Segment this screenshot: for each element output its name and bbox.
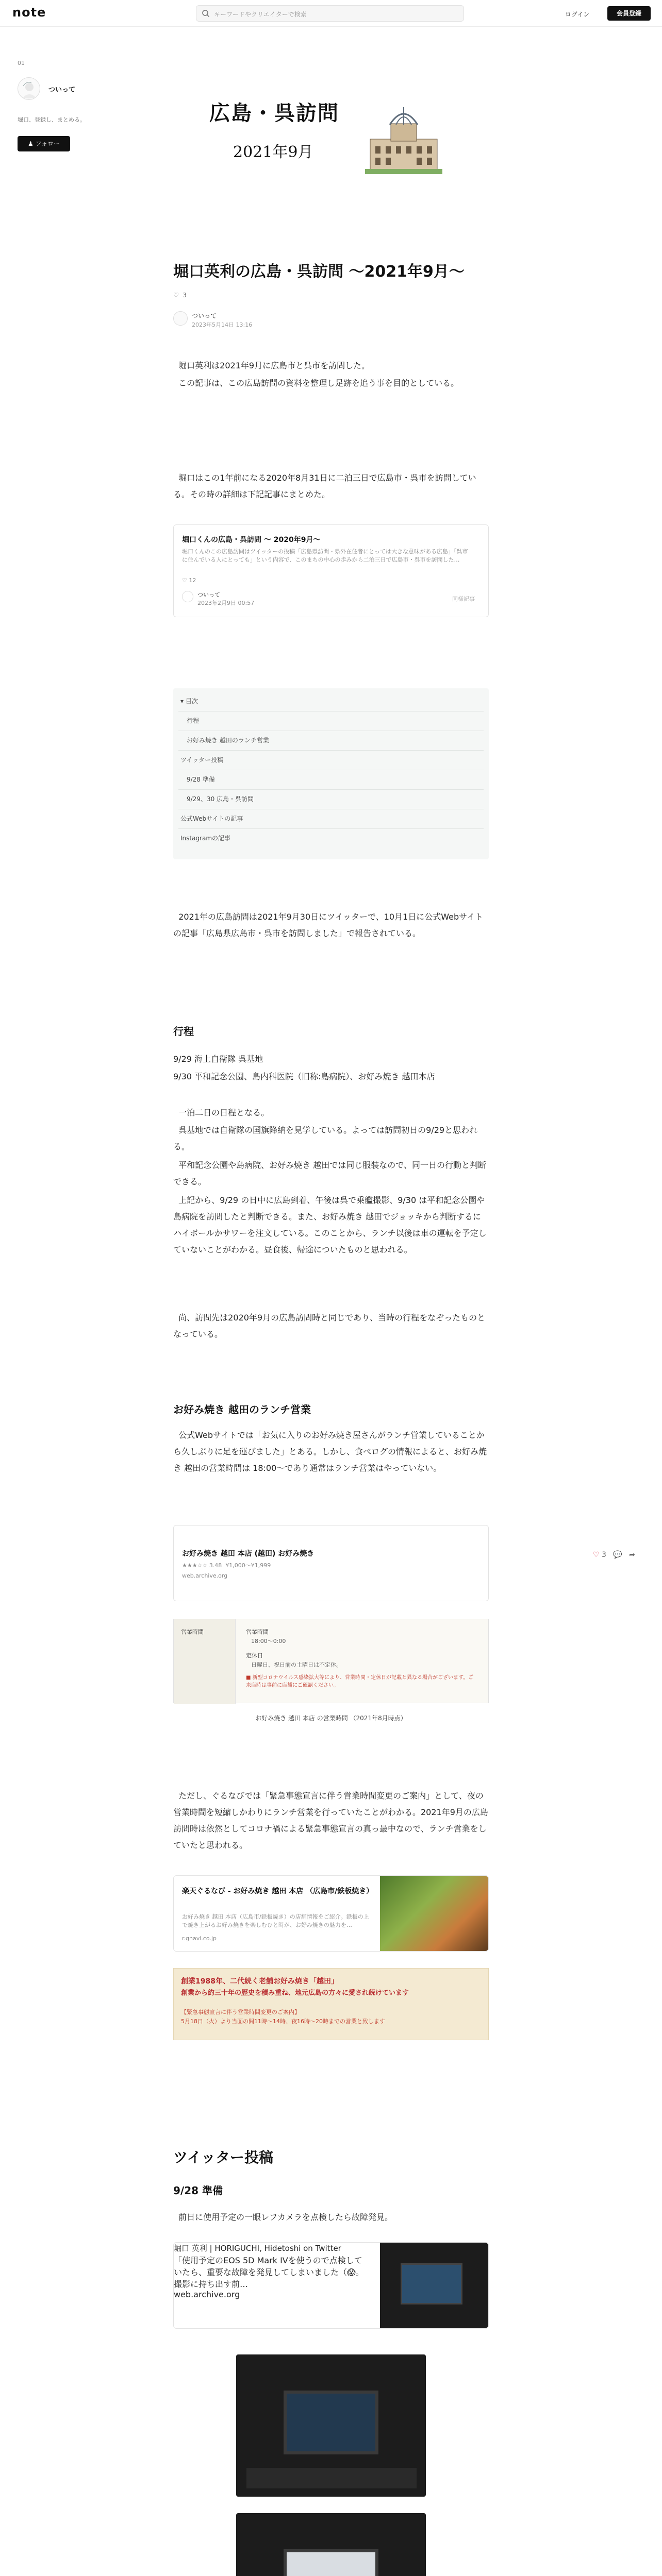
toc-item-itinerary[interactable]: 行程: [187, 717, 200, 724]
like-row[interactable]: [173, 292, 187, 299]
gnavi-title: 楽天ぐるなび - お好み焼き 越田 本店 （広島市/鉄板焼き）: [182, 1887, 374, 1895]
section-heading-twitter: ツイッター投稿: [173, 2149, 274, 2166]
gnavi-notice-image: [173, 1968, 489, 2040]
hero-subtitle: 2021年9月: [233, 143, 313, 161]
tabelog-url: web.archive.org: [182, 1572, 228, 1579]
tweet-card-title: 堀口 英利 | HORIGUCHI, Hidetoshi on Twitter: [174, 2244, 341, 2253]
heart-icon: ♡: [182, 577, 187, 584]
embed-like-count: ♡ 12: [182, 577, 196, 584]
toc-item-web[interactable]: 公式Webサイトの記事: [180, 815, 243, 822]
itinerary-line: 9/30 平和記念公園、島内科医院（旧称:島病院）、お好み焼き 越田本店: [173, 1072, 435, 1081]
heart-icon[interactable]: ♡: [173, 292, 179, 299]
article-title: 堀口英利の広島・呉訪問 〜2021年9月〜: [173, 263, 465, 281]
notice-line: 5月18日（火）より当面の間11時〜14時、夜16時〜20時までの営業と致します: [181, 2018, 385, 2025]
gnavi-url: r.gnavi.co.jp: [182, 1935, 217, 1942]
embed-author: ついって: [197, 591, 220, 598]
paragraph: ただし、ぐるなびでは「緊急事態宣言に伴う営業時間変更のご案内」として、夜の営業時間を短縮しかわりにランチ営業を行っていたことがわかる。2021年9月の広島訪問時は依然としてコロナ禍による緊急事態宣言の真っ最中なので、ランチ営業をしていたと思われる。: [173, 1791, 488, 1850]
note-logo[interactable]: note: [12, 5, 46, 20]
side-action-bar: [593, 1551, 635, 1559]
avatar-illustration-icon: [18, 78, 40, 100]
toc-item-twitter[interactable]: ツイッター投稿: [180, 756, 224, 764]
toc-item-lunch[interactable]: お好み焼き 越田のランチ営業: [187, 737, 269, 744]
embed-title: 堀口くんの広島・呉訪問 〜 2020年9月〜: [182, 536, 321, 544]
paragraph: 平和記念公園や島病院、お好み焼き 越田では同じ服装なので、同一日の行動と判断できる。: [173, 1160, 486, 1187]
paragraph: 尚、訪問先は2020年9月の広島訪問時と同じであり、当時の行程をなぞったものとなっている。: [173, 1313, 486, 1339]
notice-subtitle: 創業から約三十年の歴史を積み重ね、地元広島の方々に愛され続けています: [181, 1989, 409, 1997]
paragraph: 堀口はこの1年前になる2020年8月31日に二泊三日で広島市・呉市を訪問している。その時の詳細は下記記事にまとめた。: [173, 473, 476, 499]
atomic-dome-icon: [365, 103, 442, 175]
heart-icon[interactable]: ♡: [593, 1551, 600, 1559]
hours-warning: ■ 新型コロナウイルス感染拡大等により、営業時間・定休日が記載と異なる場合がございます。ご来店時は事前に店舗にご確認ください。: [246, 1675, 474, 1688]
creator-avatar[interactable]: [18, 77, 40, 100]
tabelog-title: お好み焼き 越田 本店 (越田) お好み焼き: [182, 1550, 315, 1558]
itinerary-line: 9/29 海上自衛隊 呉基地: [173, 1054, 263, 1064]
follow-button[interactable]: [18, 136, 70, 151]
paragraph: 呉基地では自衛隊の国旗降納を見学している。よっては訪問初日の9/29と思われる。: [173, 1125, 478, 1151]
search-input[interactable]: [196, 5, 464, 22]
creator-bio: 堀口、登録し、まとめる。: [18, 116, 86, 123]
hours-image: [173, 1619, 489, 1703]
embed-date: 2023年2月9日 00:57: [197, 600, 255, 606]
table-of-contents: [173, 688, 489, 859]
search-icon: [202, 9, 210, 18]
hours-row: 営業時間: [246, 1629, 269, 1635]
camera-thumbnail: [380, 2243, 488, 2328]
header-image: [173, 72, 489, 191]
section-heading-itinerary: 行程: [173, 1025, 194, 1038]
login-button[interactable]: ログイン: [565, 11, 590, 18]
article-date: 2023年5月14日 13:16: [192, 321, 253, 328]
creator-name[interactable]: ついって: [48, 86, 76, 94]
section-heading-prep: 9/28 準備: [173, 2184, 223, 2197]
notice-title: 創業1988年、二代続く老舗お好み焼き「越田」: [181, 1977, 338, 1986]
creator-label: 01: [18, 60, 25, 66]
follow-label: フォロー: [35, 140, 60, 147]
author-name[interactable]: ついって: [192, 312, 217, 319]
gnavi-desc: お好み焼き 越田 本店（広島市/鉄板焼き）の店舗情報をご紹介。鉄板の上で焼き上がるお好み焼きを楽しむひと時が、お好み焼きの魅力を…: [182, 1913, 369, 1928]
image-caption: お好み焼き 越田 本店 の営業時間 （2021年8月時点）: [255, 1715, 407, 1722]
tabelog-card[interactable]: [173, 1525, 489, 1601]
embed-author-avatar: [182, 591, 193, 602]
embed-cta[interactable]: 同様記事: [452, 596, 475, 602]
paragraph: 公式Webサイトでは「お気に入りのお好み焼き屋さんがランチ営業していることから久しぶりに足を運びました」とある。しかし、食べログの情報によると、お好み焼き 越田の営業時間は 18:00〜であり通常はランチ営業はやっていない。: [173, 1430, 487, 1473]
tweet-card-desc: 「使用予定のEOS 5D Mark IVを使うので点検していたら、重要な故障を発見してしまいました（😱。撮影に持ち出す前…: [174, 2256, 364, 2289]
notice-line: 【緊急事態宣言に伴う営業時間変更のご案内】: [181, 2009, 300, 2015]
paragraph: この記事は、この広島訪問の資料を整理し足跡を追う事を目的としている。: [178, 378, 459, 388]
gnavi-card[interactable]: [173, 1875, 489, 1952]
tweet-embed-card[interactable]: [173, 2242, 489, 2329]
like-count: 3: [183, 292, 187, 299]
paragraph: 前日に使用予定の一眼レフカメラを点検したら故障発見。: [178, 2212, 393, 2222]
author-avatar[interactable]: [173, 311, 188, 326]
share-icon[interactable]: ➦: [629, 1551, 635, 1559]
tabelog-rating: ★★★☆☆ 3.48 ¥1,000〜¥1,999: [182, 1562, 271, 1569]
paragraph: 堀口英利は2021年9月に広島市と呉市を訪問した。: [178, 361, 370, 370]
follow-icon: ♟: [28, 140, 36, 147]
embed-desc: 堀口くんのこの広島訪問はツイッターの投稿「広島県訪問・県外在住者にとっては大きな意味がある広島」「呉市に住んでいる人にとっても」という内容で、このまちの中心の歩みから二泊三日で広島市・呉市を訪問した…: [182, 548, 468, 563]
section-heading-lunch: お好み焼き 越田のランチ営業: [173, 1403, 311, 1416]
tweet-card-url: web.archive.org: [174, 2290, 240, 2299]
comment-icon[interactable]: 💬: [613, 1551, 622, 1559]
embed-link-card[interactable]: [173, 524, 489, 617]
camera-photo-2: [236, 2513, 426, 2576]
signup-button[interactable]: 会員登録: [607, 6, 651, 21]
paragraph: 2021年の広島訪問は2021年9月30日にツイッターで、10月1日に公式Webサイトの記事「広島県広島市・呉市を訪問しました」で報告されている。: [173, 912, 484, 938]
hours-row: 定休日: [246, 1652, 263, 1659]
hours-row: 日曜日、祝日前の土曜日は不定休。: [251, 1662, 342, 1668]
toc-item-visit[interactable]: 9/29、30 広島・呉訪問: [187, 795, 254, 803]
hours-row: 18:00〜0:00: [251, 1638, 286, 1645]
toc-item-prep[interactable]: 9/28 準備: [187, 776, 215, 783]
side-like-count: 3: [602, 1551, 606, 1559]
search-placeholder: キーワードやクリエイターで検索: [214, 11, 307, 18]
paragraph: 一泊二日の日程となる。: [178, 1108, 270, 1117]
hero-title: 広島・呉訪問: [209, 101, 339, 125]
gnavi-food-thumbnail: [380, 1876, 488, 1951]
hours-label: 営業時間: [181, 1629, 204, 1635]
top-navbar: [0, 0, 662, 27]
camera-photo-1: [236, 2354, 426, 2497]
toc-item-instagram[interactable]: Instagramの記事: [180, 835, 231, 842]
paragraph: 上記から、9/29 の日中に広島到着、午後は呉で乗艦撮影、9/30 は平和記念公園や島病院を訪問したと判断できる。また、お好み焼き 越田でジョッキから判断するにハイボールかサワーを注文している。このことから、ランチ以後は車の運転を予定していないことがわかる。昼食後、帰途についたものと思われる。: [173, 1195, 487, 1255]
toc-heading: ▾ 目次: [180, 698, 198, 705]
